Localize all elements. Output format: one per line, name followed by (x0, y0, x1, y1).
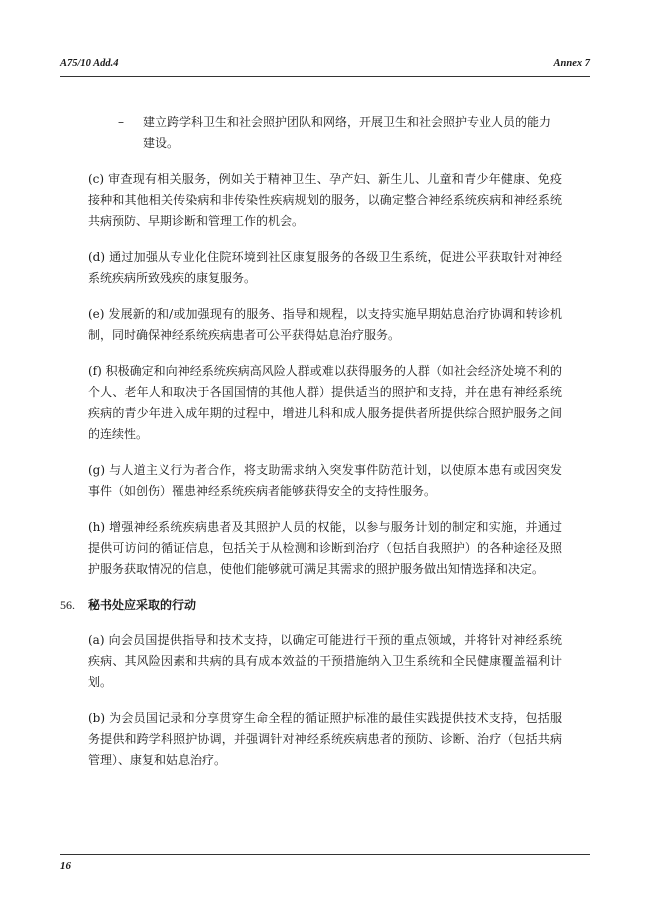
document-id: A75/10 Add.4 (60, 58, 119, 69)
paragraph-h: (h) 增强神经系统疾病患者及其照护人员的权能，以参与服务计划的制定和实施，并通过提供可访问的循证信息，包括关于从检测和诊断到治疗（包括自我照护）的各种途径及照护服务获取情况的信息，使他们能够就可满足其需求的照护服务做出知情选择和决定。 (88, 520, 562, 576)
paragraph-c: (c) 审查现有相关服务，例如关于精神卫生、孕产妇、新生儿、儿童和青少年健康、免疫接种和其他相关传染病和非传染性疾病规划的服务，以确定整合神经系统疾病和神经系统共病预防、早期诊断和管理工作的机会。 (88, 172, 562, 228)
dash-item-text: 建立跨学科卫生和社会照护团队和网络，开展卫生和社会照护专业人员的能力建设。 (143, 115, 552, 150)
paragraph-f: (f) 积极确定和向神经系统疾病高风险人群或难以获得服务的人群（如社会经济处境不利的个人、老年人和取决于各国国情的其他人群）提供适当的照护和支持，并在患有神经系统疾病的青少年进入成年期的过程中，增进儿科和成人服务提供者所提供综合照护服务之间的连续性。 (88, 364, 562, 441)
section-heading (60, 595, 562, 616)
dash-bullet: – (118, 115, 124, 129)
dash-list-item (88, 112, 562, 154)
page-header (60, 58, 590, 77)
paragraph-56b: (b) 为会员国记录和分享贯穿生命全程的循证照护标准的最佳实践提供技术支持，包括服务提供和跨学科照护协调，并强调针对神经系统疾病患者的预防、诊断、治疗（包括共病管理）、康复和姑息治疗。 (88, 711, 562, 767)
section-number: 56. (60, 598, 75, 612)
paragraph-g: (g) 与人道主义行为者合作，将支助需求纳入突发事件防范计划，以使原本患有或因突发事件（如创伤）罹患神经系统疾病者能够获得安全的支持性服务。 (88, 463, 562, 498)
document-body (60, 112, 562, 786)
paragraph-e: (e) 发展新的和/或加强现有的服务、指导和规程，以支持实施早期姑息治疗协调和转诊机制，同时确保神经系统疾病患者可公平获得姑息治疗服务。 (88, 307, 562, 342)
page-number: 16 (60, 860, 71, 872)
page-footer (60, 854, 590, 872)
paragraph-d: (d) 通过加强从专业化住院环境到社区康复服务的各级卫生系统，促进公平获取针对神经系统疾病所致残疾的康复服务。 (88, 250, 562, 285)
section-title: 秘书处应采取的行动 (88, 598, 197, 612)
annex-label: Annex 7 (553, 58, 590, 69)
paragraph-56a: (a) 向会员国提供指导和技术支持，以确定可能进行干预的重点领域，并将针对神经系统疾病、其风险因素和共病的具有成本效益的干预措施纳入卫生系统和全民健康覆盖福利计划。 (88, 633, 562, 689)
